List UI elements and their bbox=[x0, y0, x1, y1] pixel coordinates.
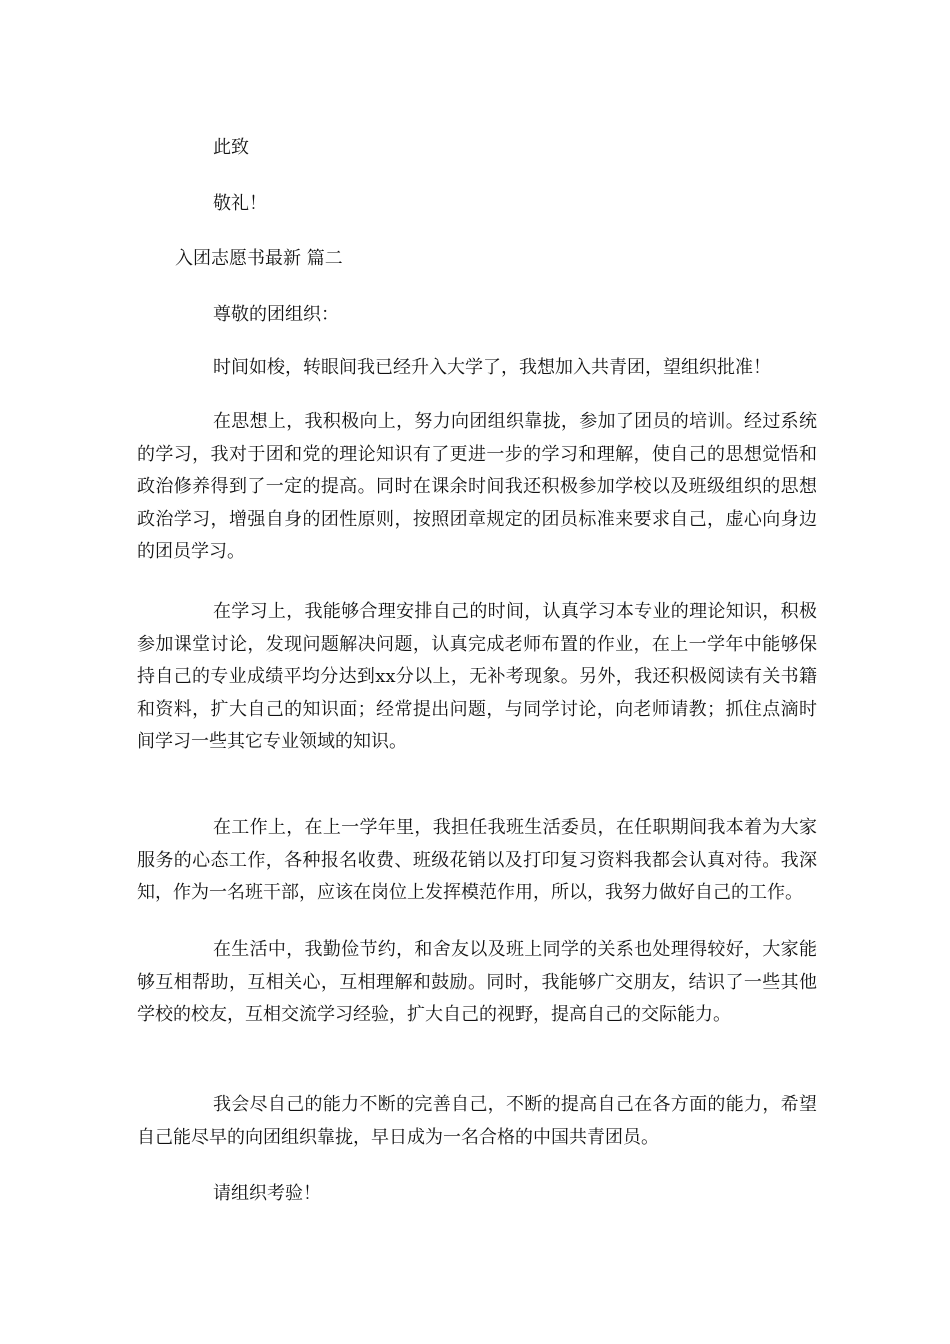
body-paragraph-4: 在工作上，在上一学年里，我担任我班生活委员，在任职期间我本着为大家服务的心态工作，各种报名收费、班级花销以及打印复习资料我都会认真对待。我深知，作为一名班干部，应该在岗位上发挥模范作用，所以，我努力做好自己的工作。 bbox=[137, 817, 817, 903]
body-paragraph-2: 在思想上，我积极向上，努力向团组织靠拢，参加了团员的培训。经过系统的学习，我对于团和党的理论知识有了更进一步的学习和理解，使自己的思想觉悟和政治修养得到了一定的提高。同时在课余时间我还积极参加学校以及班级组织的思想政治学习，增强自身的团性原则，按照团章规定的团员标准来要求自己，虚心向身边的团员学习。 bbox=[137, 411, 817, 562]
salutation: 尊敬的团组织： bbox=[213, 304, 339, 325]
body-paragraph-5: 在生活中，我勤俭节约，和舍友以及班上同学的关系也处理得较好，大家能够互相帮助，互相关心，互相理解和鼓励。同时，我能够广交朋友，结识了一些其他学校的校友，互相交流学习经验，扩大自己的视野，提高自己的交际能力。 bbox=[137, 939, 817, 1025]
body-paragraph-6: 我会尽自己的能力不断的完善自己，不断的提高自己在各方面的能力，希望自己能尽早的向团组织靠拢，早日成为一名合格的中国共青团员。 bbox=[137, 1094, 817, 1148]
body-paragraph-1: 时间如梭，转眼间我已经升入大学了，我想加入共青团，望组织批准！ bbox=[213, 357, 771, 378]
closing-cizhi: 此致 bbox=[213, 137, 249, 158]
body-paragraph-3: 在学习上，我能够合理安排自己的时间，认真学习本专业的理论知识，积极参加课堂讨论，发现问题解决问题，认真完成老师布置的作业，在上一学年中能够保持自己的专业成绩平均分达到xx分以上，无补考现象。另外，我还积极阅读有关书籍和资料，扩大自己的知识面；经常提出问题，与同学讨论，向老师请教；抓住点滴时间学习一些其它专业领域的知识。 bbox=[137, 601, 817, 752]
closing-jingli: 敬礼！ bbox=[213, 193, 267, 214]
final-line: 请组织考验！ bbox=[213, 1183, 321, 1204]
section-heading: 入团志愿书最新 篇二 bbox=[175, 248, 343, 269]
